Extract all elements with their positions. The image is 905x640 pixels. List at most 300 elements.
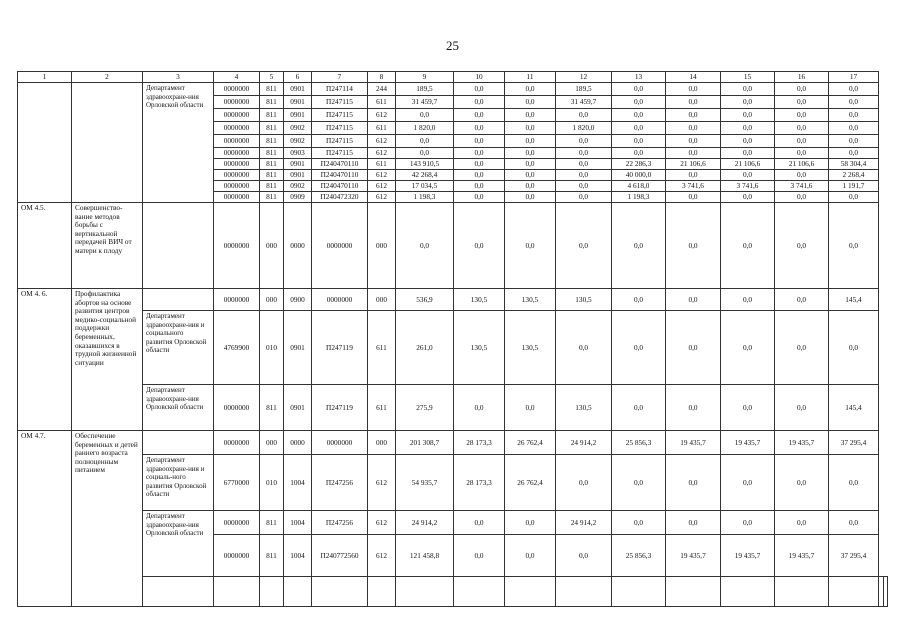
table-cell: 0,0 <box>556 203 612 289</box>
table-cell: 0,0 <box>666 148 721 159</box>
table-cell: 1 820,0 <box>396 122 454 135</box>
empty-cell <box>883 577 888 607</box>
table-cell: П247114 <box>312 83 368 96</box>
table-cell: 1004 <box>284 511 312 535</box>
table-row <box>18 311 888 385</box>
table-cell: 0000000 <box>312 289 368 311</box>
table-cell: 0000000 <box>214 135 260 148</box>
table-cell: 0,0 <box>505 170 556 181</box>
column-header: 12 <box>556 72 612 83</box>
table-cell: 1 191,7 <box>829 181 879 192</box>
table-cell: 0,0 <box>666 170 721 181</box>
column-header: 10 <box>454 72 505 83</box>
table-cell: 54 935,7 <box>396 455 454 511</box>
table-cell: 612 <box>368 148 396 159</box>
table-cell: 0,0 <box>556 535 612 577</box>
table-cell: 0000000 <box>214 159 260 170</box>
table-cell: 0,0 <box>505 96 556 109</box>
table-cell: 611 <box>368 96 396 109</box>
table-cell: 0,0 <box>829 135 879 148</box>
table-cell: 0,0 <box>454 203 505 289</box>
table-cell: 0,0 <box>666 109 721 122</box>
table-cell: 0,0 <box>505 511 556 535</box>
table-cell: 000 <box>260 203 284 289</box>
table-cell: 0,0 <box>666 96 721 109</box>
table-cell: 0900 <box>284 289 312 311</box>
table-cell: 0,0 <box>721 96 775 109</box>
table-cell: 0,0 <box>454 511 505 535</box>
table-cell: 0000 <box>284 203 312 289</box>
table-cell: 0,0 <box>454 535 505 577</box>
table-body <box>18 72 888 607</box>
table-cell: 0,0 <box>505 192 556 203</box>
table-cell: 0,0 <box>721 511 775 535</box>
table-cell: 24 914,2 <box>396 511 454 535</box>
table-cell: 0,0 <box>666 289 721 311</box>
table-cell: 25 856,3 <box>612 535 666 577</box>
table-cell: 0,0 <box>396 109 454 122</box>
table-cell: 0,0 <box>505 181 556 192</box>
table-cell: 4769900 <box>214 311 260 385</box>
table-cell: 0000000 <box>214 170 260 181</box>
table-cell: 0901 <box>284 385 312 431</box>
measure-description: Совершенство-вание методов борьбы с вертикальной передачей ВИЧ от матери к плоду <box>72 203 143 289</box>
table-cell: П240470110 <box>312 181 368 192</box>
table-row <box>18 203 888 289</box>
department-cell: Департамент здравоохране-ния и социального развития Орловской области <box>143 311 214 385</box>
empty-cell <box>721 577 775 607</box>
budget-table <box>17 71 888 607</box>
table-cell: П247256 <box>312 511 368 535</box>
column-header: 9 <box>396 72 454 83</box>
measure-code: ОМ 4. 6. <box>18 289 72 431</box>
table-cell: 0,0 <box>396 135 454 148</box>
table-cell: 0,0 <box>829 511 879 535</box>
table-row <box>18 83 888 96</box>
table-cell: 25 856,3 <box>612 431 666 455</box>
table-cell: 1004 <box>284 535 312 577</box>
table-cell: П240470110 <box>312 170 368 181</box>
table-cell: 0000000 <box>312 431 368 455</box>
column-header: 8 <box>368 72 396 83</box>
table-cell: 31 459,7 <box>556 96 612 109</box>
table-cell: 40 000,0 <box>612 170 666 181</box>
table-cell: 0,0 <box>829 83 879 96</box>
table-cell: 811 <box>260 83 284 96</box>
column-header: 3 <box>143 72 214 83</box>
column-header: 14 <box>666 72 721 83</box>
table-cell: 000 <box>368 431 396 455</box>
empty-cell <box>312 577 368 607</box>
table-cell: 0,0 <box>505 122 556 135</box>
table-cell: 0,0 <box>829 192 879 203</box>
table-cell: 0,0 <box>775 385 829 431</box>
table-cell: П247256 <box>312 455 368 511</box>
table-cell: 0903 <box>284 148 312 159</box>
empty-cell <box>396 577 454 607</box>
table-cell: 130,5 <box>454 311 505 385</box>
table-cell: 611 <box>368 311 396 385</box>
table-cell: 0,0 <box>556 311 612 385</box>
table-cell: 0902 <box>284 135 312 148</box>
empty-cell <box>454 577 505 607</box>
column-header: 6 <box>284 72 312 83</box>
table-cell: 0,0 <box>666 83 721 96</box>
empty-cell <box>612 577 666 607</box>
department-cell: Департамент здравоохране-ния Орловской области <box>143 511 214 577</box>
table-cell: 0000000 <box>214 122 260 135</box>
table-cell: 0,0 <box>775 96 829 109</box>
table-cell: 130,5 <box>505 289 556 311</box>
table-cell: 0,0 <box>666 385 721 431</box>
table-cell: 0,0 <box>829 122 879 135</box>
table-cell: 0,0 <box>454 385 505 431</box>
table-cell: 0909 <box>284 192 312 203</box>
table-cell: 611 <box>368 385 396 431</box>
table-cell: 0,0 <box>721 192 775 203</box>
table-cell: 811 <box>260 535 284 577</box>
table-cell: 0,0 <box>721 385 775 431</box>
column-header: 5 <box>260 72 284 83</box>
table-cell: 0,0 <box>666 135 721 148</box>
table-cell: 0,0 <box>775 170 829 181</box>
column-header: 2 <box>72 72 143 83</box>
table-cell: 0,0 <box>396 203 454 289</box>
table-cell: 0,0 <box>454 170 505 181</box>
table-cell: 0,0 <box>666 511 721 535</box>
table-cell: 275,9 <box>396 385 454 431</box>
table-cell: 0901 <box>284 311 312 385</box>
table-cell: 0,0 <box>505 385 556 431</box>
table-cell: 0,0 <box>505 83 556 96</box>
table-cell: 1004 <box>284 455 312 511</box>
table-cell: 0,0 <box>612 511 666 535</box>
table-cell: 26 762,4 <box>505 431 556 455</box>
department-cell: Департамент здравоохране-ния Орловской области <box>143 83 214 203</box>
table-cell: 0,0 <box>721 311 775 385</box>
table-cell: 0,0 <box>775 122 829 135</box>
table-cell: 22 286,3 <box>612 159 666 170</box>
measure-description: Обеспечение беременных и детей раннего возраста полноценным питанием <box>72 431 143 607</box>
table-cell: 24 914,2 <box>556 511 612 535</box>
table-cell: 0,0 <box>775 511 829 535</box>
table-cell: 1 198,3 <box>612 192 666 203</box>
table-cell: 189,5 <box>556 83 612 96</box>
table-row <box>18 289 888 311</box>
table-cell: 24 914,2 <box>556 431 612 455</box>
table-cell: 0902 <box>284 122 312 135</box>
table-cell: 0,0 <box>721 203 775 289</box>
table-cell: П247119 <box>312 385 368 431</box>
table-cell: 811 <box>260 385 284 431</box>
table-cell: 811 <box>260 159 284 170</box>
table-cell: 0000000 <box>214 511 260 535</box>
table-cell: 0000 <box>284 431 312 455</box>
table-cell: 201 308,7 <box>396 431 454 455</box>
table-cell: 0,0 <box>612 135 666 148</box>
table-cell: 37 295,4 <box>829 535 879 577</box>
column-header: 11 <box>505 72 556 83</box>
table-cell: 0902 <box>284 181 312 192</box>
table-cell: 0901 <box>284 170 312 181</box>
table-cell: 2 268,4 <box>829 170 879 181</box>
table-cell: 0,0 <box>721 455 775 511</box>
table-cell: 0000000 <box>214 96 260 109</box>
table-cell: 0,0 <box>775 455 829 511</box>
table-cell: 0,0 <box>556 159 612 170</box>
table-cell: 0,0 <box>666 122 721 135</box>
table-cell: П240472320 <box>312 192 368 203</box>
table-cell: 0901 <box>284 96 312 109</box>
department-cell: Департамент здравоохране-ния Орловской области <box>143 385 214 431</box>
table-cell: 0,0 <box>666 455 721 511</box>
table-cell: 0,0 <box>556 135 612 148</box>
table-cell: 0000000 <box>312 203 368 289</box>
table-cell: 19 435,7 <box>775 431 829 455</box>
table-cell: 0,0 <box>829 455 879 511</box>
empty-cell <box>143 203 214 289</box>
table-cell: 19 435,7 <box>721 431 775 455</box>
table-cell: П240470110 <box>312 159 368 170</box>
table-row <box>18 455 888 511</box>
table-cell: 0,0 <box>396 148 454 159</box>
table-cell: 0,0 <box>454 159 505 170</box>
table-cell: 0,0 <box>775 109 829 122</box>
table-cell: 811 <box>260 170 284 181</box>
table-cell: 130,5 <box>556 385 612 431</box>
table-cell: 0000000 <box>214 83 260 96</box>
page-number: 25 <box>446 38 459 53</box>
table-cell: 0000000 <box>214 109 260 122</box>
table-cell: 0,0 <box>775 135 829 148</box>
measure-code: ОМ 4.7. <box>18 431 72 607</box>
table-cell: 611 <box>368 159 396 170</box>
table-cell: 0,0 <box>505 159 556 170</box>
table-cell: 0,0 <box>556 455 612 511</box>
table-cell: 0,0 <box>556 181 612 192</box>
column-header: 4 <box>214 72 260 83</box>
table-cell: 0,0 <box>721 170 775 181</box>
table-cell: 17 034,5 <box>396 181 454 192</box>
table-cell: 58 304,4 <box>829 159 879 170</box>
table-cell: 0,0 <box>505 109 556 122</box>
table-cell: 42 268,4 <box>396 170 454 181</box>
table-cell: 0000000 <box>214 148 260 159</box>
table-cell: 0,0 <box>666 203 721 289</box>
table-cell: 612 <box>368 192 396 203</box>
table-cell: 0,0 <box>721 135 775 148</box>
table-cell: 0000000 <box>214 535 260 577</box>
table-cell: 0,0 <box>612 289 666 311</box>
table-cell: 0,0 <box>612 455 666 511</box>
table-cell: 21 106,6 <box>721 159 775 170</box>
table-cell: 0901 <box>284 83 312 96</box>
table-cell: 261,0 <box>396 311 454 385</box>
table-cell: 28 173,3 <box>454 431 505 455</box>
table-cell: 0,0 <box>556 192 612 203</box>
table-cell: П247115 <box>312 148 368 159</box>
table-cell: 0,0 <box>721 148 775 159</box>
empty-cell <box>368 577 396 607</box>
table-cell: 0,0 <box>775 289 829 311</box>
table-cell: 0,0 <box>775 311 829 385</box>
table-cell: 010 <box>260 311 284 385</box>
empty-cell <box>143 577 214 607</box>
table-cell: 0,0 <box>454 181 505 192</box>
table-cell: 28 173,3 <box>454 455 505 511</box>
table-cell: 0,0 <box>505 203 556 289</box>
table-cell: 0,0 <box>454 122 505 135</box>
table-cell: 21 106,6 <box>775 159 829 170</box>
table-cell: 611 <box>368 122 396 135</box>
empty-cell <box>556 577 612 607</box>
table-cell: 0,0 <box>775 192 829 203</box>
empty-cell <box>775 577 829 607</box>
table-cell: 0,0 <box>829 96 879 109</box>
empty-cell <box>72 83 143 203</box>
table-cell: 0,0 <box>454 192 505 203</box>
table-cell: 19 435,7 <box>666 535 721 577</box>
table-cell: 811 <box>260 96 284 109</box>
table-cell: 811 <box>260 181 284 192</box>
empty-cell <box>829 577 879 607</box>
table-cell: 4 618,0 <box>612 181 666 192</box>
empty-cell <box>505 577 556 607</box>
table-cell: 0,0 <box>829 203 879 289</box>
table-cell: 0,0 <box>721 289 775 311</box>
table-cell: П247115 <box>312 96 368 109</box>
table-cell: 811 <box>260 109 284 122</box>
table-cell: 0,0 <box>454 83 505 96</box>
table-cell: П247119 <box>312 311 368 385</box>
column-header: 15 <box>721 72 775 83</box>
table-cell: 0,0 <box>454 109 505 122</box>
table-cell: 0,0 <box>505 535 556 577</box>
table-cell: 26 762,4 <box>505 455 556 511</box>
table-cell: 0,0 <box>454 96 505 109</box>
table-cell: 536,9 <box>396 289 454 311</box>
table-cell: 612 <box>368 511 396 535</box>
column-header: 13 <box>612 72 666 83</box>
table-cell: 21 106,6 <box>666 159 721 170</box>
table-cell: 0,0 <box>721 83 775 96</box>
table-cell: 612 <box>368 455 396 511</box>
table-cell: 612 <box>368 170 396 181</box>
table-cell: 000 <box>368 289 396 311</box>
table-cell: 0,0 <box>775 83 829 96</box>
table-cell: 0,0 <box>612 83 666 96</box>
table-cell: 0,0 <box>612 203 666 289</box>
table-cell: 0,0 <box>454 135 505 148</box>
table-cell: 244 <box>368 83 396 96</box>
table-cell: П247115 <box>312 135 368 148</box>
table-cell: 1 198,3 <box>396 192 454 203</box>
empty-cell <box>284 577 312 607</box>
table-row <box>18 385 888 431</box>
table-cell: 145,4 <box>829 289 879 311</box>
table-cell: 0,0 <box>721 122 775 135</box>
table-cell: 612 <box>368 135 396 148</box>
table-cell: 3 741,6 <box>721 181 775 192</box>
empty-cell <box>143 431 214 455</box>
table-cell: 121 458,8 <box>396 535 454 577</box>
table-cell: 1 820,0 <box>556 122 612 135</box>
table-cell: 37 295,4 <box>829 431 879 455</box>
table-cell: 0,0 <box>612 148 666 159</box>
measure-code: ОМ 4.5. <box>18 203 72 289</box>
table-cell: 0000000 <box>214 289 260 311</box>
table-cell: 010 <box>260 455 284 511</box>
table-cell: 0,0 <box>556 148 612 159</box>
table-cell: 19 435,7 <box>775 535 829 577</box>
table-cell: 0,0 <box>556 170 612 181</box>
table-cell: 0,0 <box>829 148 879 159</box>
table-cell: 811 <box>260 122 284 135</box>
table-cell: 0,0 <box>612 311 666 385</box>
table-cell: 000 <box>260 289 284 311</box>
table-row <box>18 431 888 455</box>
table-cell: 3 741,6 <box>666 181 721 192</box>
table-cell: П247115 <box>312 122 368 135</box>
table-cell: 31 459,7 <box>396 96 454 109</box>
column-header: 1 <box>18 72 72 83</box>
table-cell: 3 741,6 <box>775 181 829 192</box>
empty-cell <box>260 577 284 607</box>
empty-cell <box>666 577 721 607</box>
table-cell: 0,0 <box>829 109 879 122</box>
table-cell: 612 <box>368 535 396 577</box>
header-row <box>18 72 888 83</box>
table-cell: 0,0 <box>505 135 556 148</box>
table-cell: 612 <box>368 181 396 192</box>
table-cell: 0,0 <box>775 148 829 159</box>
table-cell: 000 <box>368 203 396 289</box>
table-cell: 6770000 <box>214 455 260 511</box>
table-cell: 130,5 <box>454 289 505 311</box>
table-cell: 0,0 <box>505 148 556 159</box>
table-cell: 0,0 <box>666 192 721 203</box>
empty-cell <box>143 289 214 311</box>
table-cell: 000 <box>260 431 284 455</box>
column-header: 16 <box>775 72 829 83</box>
table-cell: 0,0 <box>721 109 775 122</box>
table-cell: 145,4 <box>829 385 879 431</box>
measure-description: Профилактика абортов на основе развития центров медико-социальной поддержки беременных, оказавшихся в трудной жизненной ситуации <box>72 289 143 431</box>
table-cell: П247115 <box>312 109 368 122</box>
table-cell: 0901 <box>284 159 312 170</box>
table-cell: 811 <box>260 135 284 148</box>
table-cell: 811 <box>260 192 284 203</box>
table-cell: 0,0 <box>829 311 879 385</box>
column-header: 7 <box>312 72 368 83</box>
table-row <box>18 511 888 535</box>
table-cell: 0000000 <box>214 203 260 289</box>
table-cell: 19 435,7 <box>666 431 721 455</box>
table-cell: 0,0 <box>612 96 666 109</box>
table-cell: 0,0 <box>666 311 721 385</box>
table-cell: 189,5 <box>396 83 454 96</box>
table-cell: 0000000 <box>214 192 260 203</box>
table-cell: 612 <box>368 109 396 122</box>
table-cell: 0,0 <box>612 385 666 431</box>
empty-cell <box>18 83 72 203</box>
empty-cell <box>214 577 260 607</box>
table-cell: 130,5 <box>556 289 612 311</box>
table-cell: 0,0 <box>454 148 505 159</box>
table-cell: 811 <box>260 511 284 535</box>
column-header: 17 <box>829 72 879 83</box>
table-cell: 0,0 <box>612 109 666 122</box>
